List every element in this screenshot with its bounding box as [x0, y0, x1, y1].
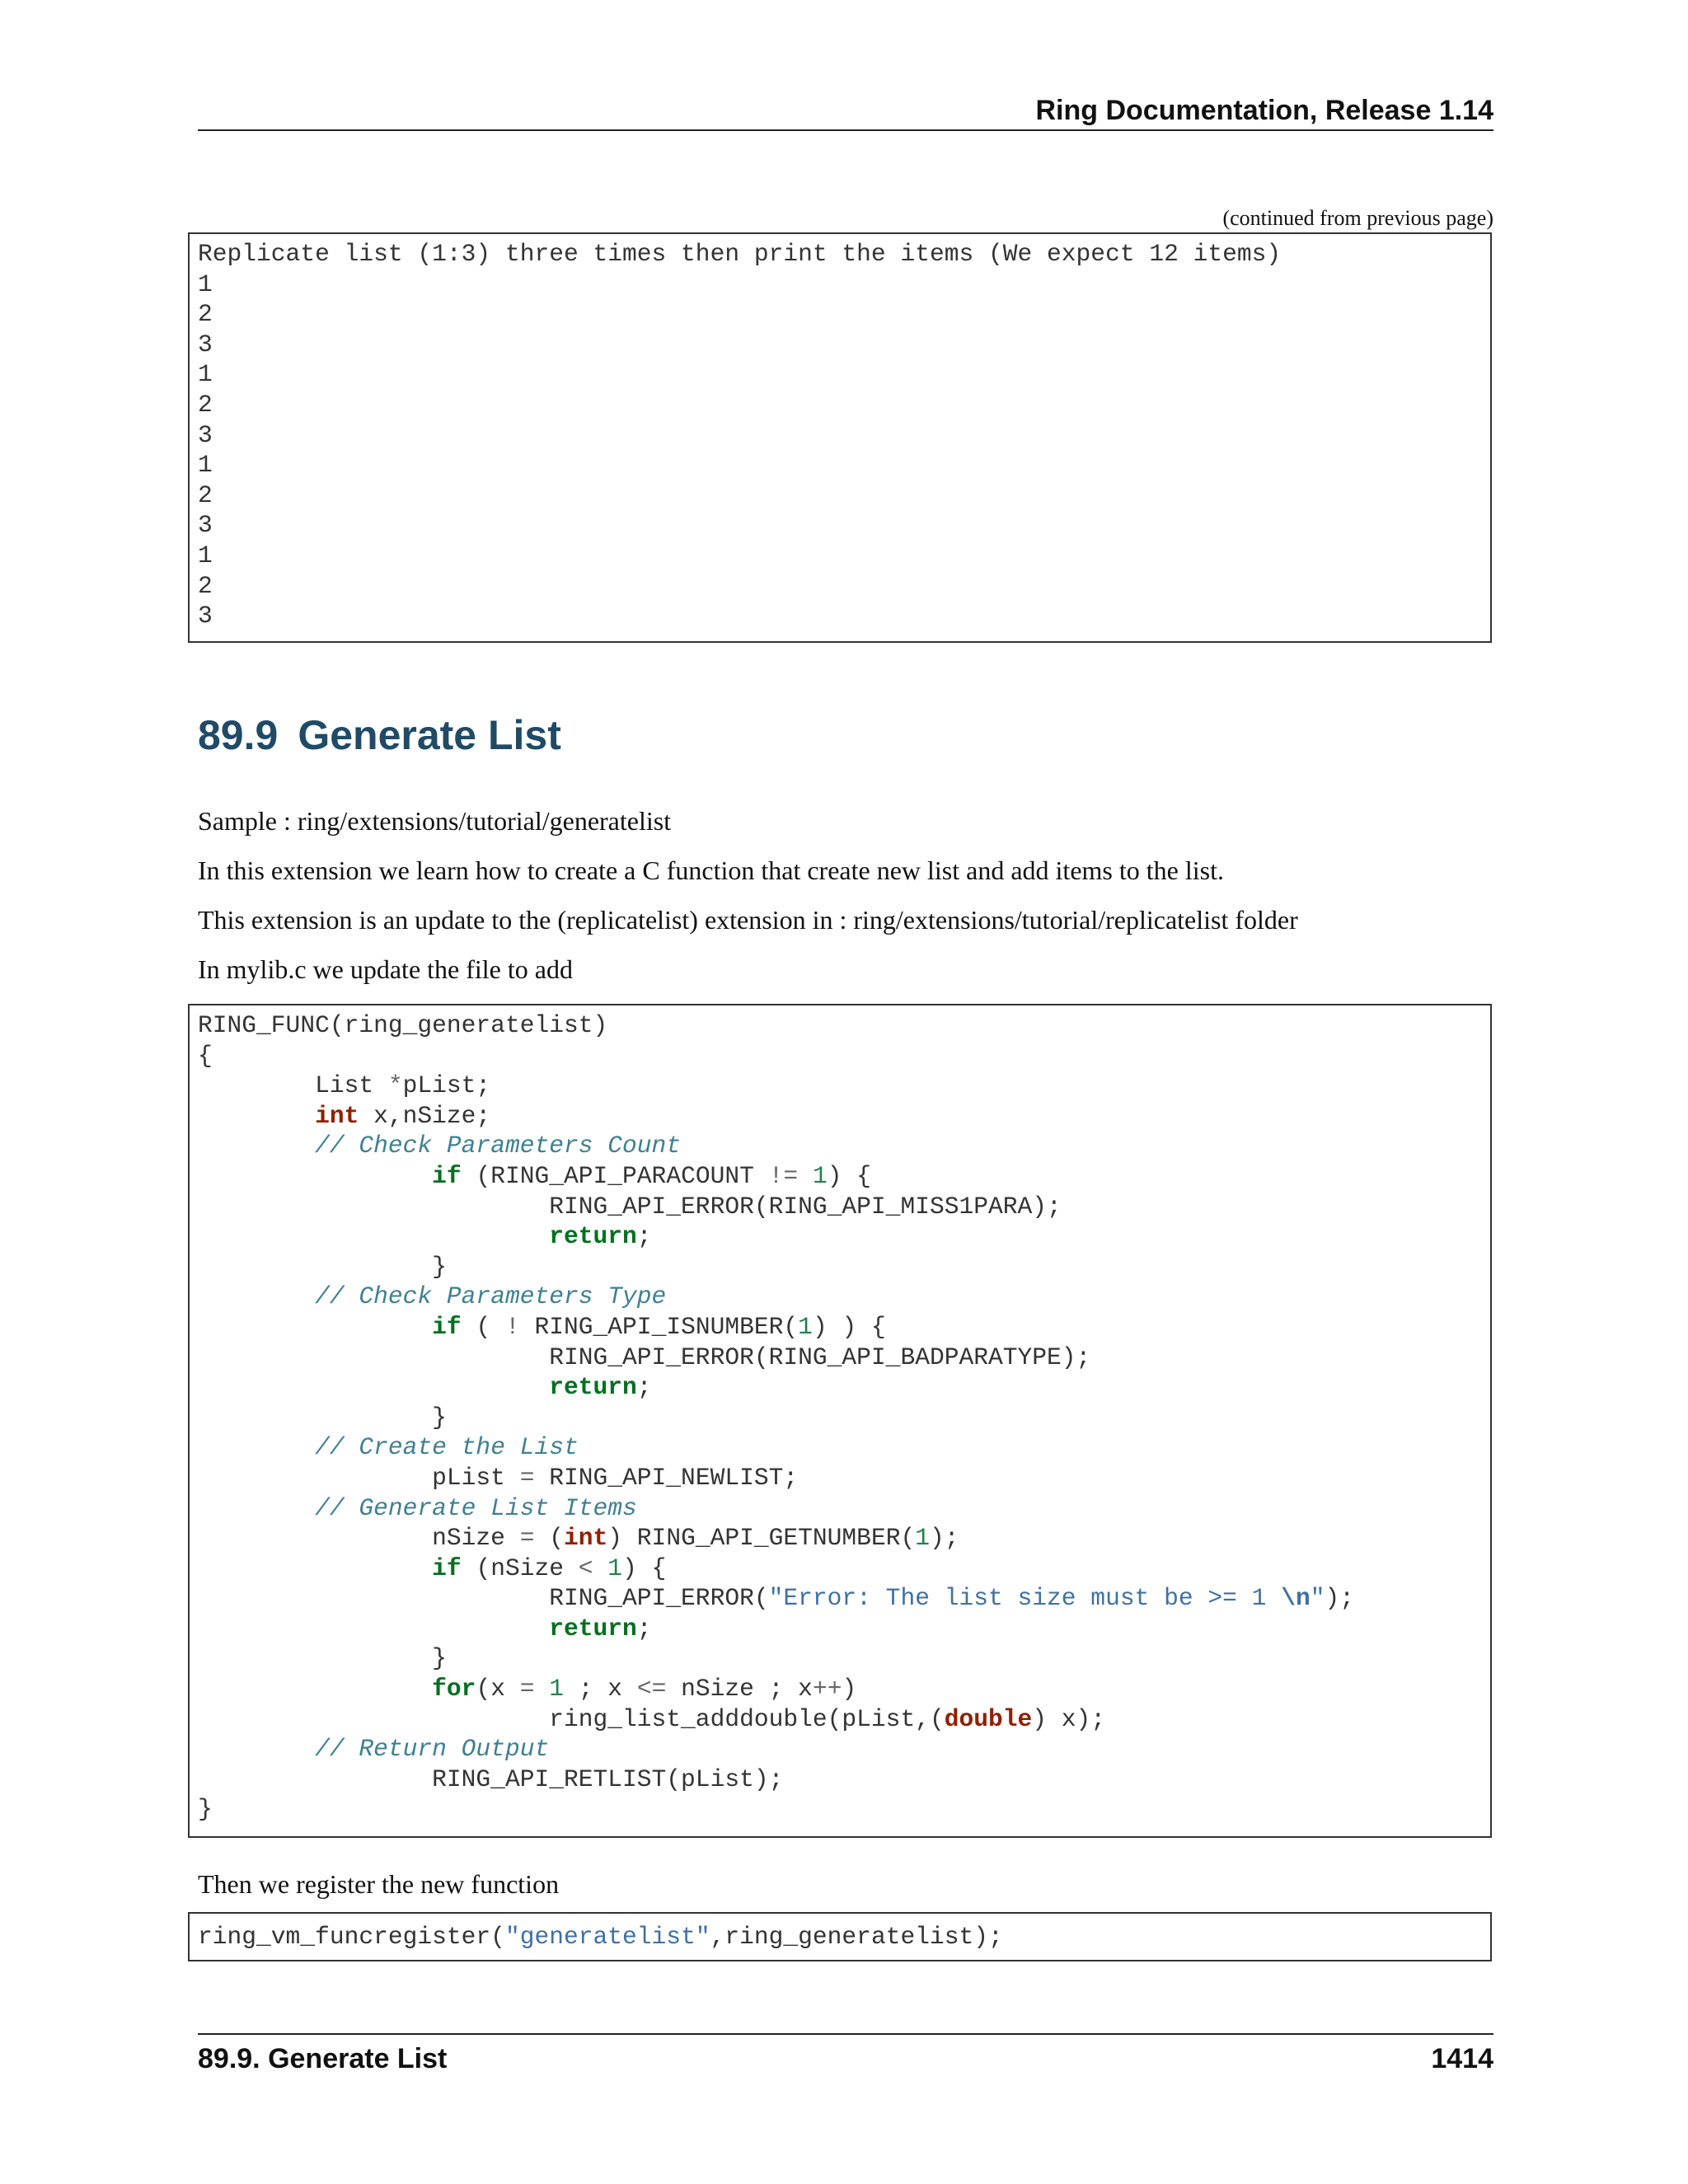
- code-token: }: [198, 1252, 447, 1281]
- code-token: [593, 1554, 608, 1582]
- output-line: 1: [198, 451, 213, 480]
- code-token: ring_list_adddouble(pList,(: [198, 1704, 945, 1733]
- code-token: return: [549, 1614, 637, 1643]
- code-token: "Error: The list size must be >= 1: [768, 1584, 1282, 1613]
- code-token: (: [461, 1312, 505, 1341]
- code-token: // Check Parameters Count: [315, 1132, 682, 1160]
- output-line: 3: [198, 511, 213, 540]
- code-line: [198, 1765, 783, 1793]
- register-code-text: [198, 1922, 1482, 1952]
- code-token: nSize ; x: [666, 1675, 813, 1704]
- code-line: [198, 1524, 959, 1552]
- code-token: <=: [636, 1675, 667, 1704]
- continued-note: (continued from previous page): [1222, 206, 1493, 230]
- code-token: );: [1325, 1584, 1355, 1613]
- code-line: [198, 1102, 490, 1130]
- code-token: 1: [607, 1554, 623, 1582]
- code-token: int: [564, 1524, 608, 1553]
- code-token: *: [387, 1071, 403, 1100]
- c-code-block: [188, 1004, 1492, 1838]
- code-token: [198, 1675, 432, 1703]
- code-line: [198, 1404, 447, 1432]
- code-token: ;: [636, 1614, 652, 1643]
- code-token: ) ) {: [812, 1312, 886, 1341]
- code-token: RING_FUNC(ring_generatelist): [198, 1011, 608, 1039]
- code-token: ; x: [564, 1675, 637, 1704]
- output-line: 1: [198, 541, 213, 569]
- output-line: 3: [198, 420, 213, 449]
- footer-page-number: 1414: [1431, 2043, 1493, 2074]
- code-token: return: [549, 1222, 637, 1251]
- code-token: ;: [636, 1373, 652, 1402]
- code-line: [198, 1253, 447, 1281]
- code-line: [198, 1042, 213, 1070]
- code-line: [198, 1923, 1003, 1951]
- code-line: [198, 1615, 652, 1643]
- code-token: (nSize: [461, 1554, 579, 1582]
- code-token: // Generate List Items: [315, 1493, 637, 1522]
- code-token: (: [534, 1524, 564, 1553]
- code-token: [198, 1494, 315, 1522]
- code-token: !: [504, 1312, 520, 1341]
- code-token: // Return Output: [315, 1735, 550, 1764]
- code-token: [198, 1313, 432, 1341]
- code-token: [198, 1162, 432, 1190]
- code-token: 1: [915, 1524, 930, 1553]
- code-token: =: [519, 1675, 535, 1704]
- footer-section: 89.9. Generate List: [198, 2043, 448, 2074]
- code-line: [198, 1584, 1354, 1612]
- code-token: RING_API_ISNUMBER(: [519, 1312, 799, 1341]
- code-token: ) RING_API_GETNUMBER(: [607, 1524, 916, 1553]
- code-token: RING_API_ERROR(RING_API_BADPARATYPE);: [198, 1343, 1091, 1371]
- code-token: // Create the List: [315, 1433, 579, 1462]
- output-code-block: [188, 232, 1492, 643]
- section-number: 89.9: [198, 712, 279, 758]
- c-code-text: [198, 1010, 1482, 1825]
- output-line: 2: [198, 300, 213, 329]
- code-token: (x: [476, 1675, 520, 1704]
- code-line: [198, 1554, 666, 1582]
- output-line: 2: [198, 480, 213, 509]
- code-line: [198, 1282, 666, 1310]
- footer-rule: [198, 2033, 1493, 2035]
- code-token: }: [198, 1644, 447, 1673]
- code-token: ) {: [827, 1161, 871, 1190]
- code-token: int: [315, 1101, 359, 1130]
- code-token: [534, 1675, 549, 1703]
- code-token: [198, 1615, 549, 1643]
- code-line: [198, 1343, 1090, 1371]
- code-line: [198, 1795, 213, 1823]
- code-line: [198, 1313, 886, 1341]
- code-token: ,ring_generatelist);: [710, 1923, 1003, 1951]
- code-token: 1: [798, 1312, 813, 1341]
- code-token: "generatelist": [504, 1923, 710, 1951]
- code-token: [198, 1373, 549, 1401]
- code-line: [198, 1464, 798, 1492]
- code-token: 1: [812, 1161, 828, 1190]
- code-token: {: [198, 1041, 213, 1070]
- code-token: <: [578, 1554, 593, 1582]
- output-line: 3: [198, 602, 213, 630]
- code-token: if: [432, 1312, 462, 1341]
- code-token: [198, 1282, 315, 1310]
- code-line: [198, 1373, 652, 1401]
- output-line: 2: [198, 390, 213, 419]
- code-token: nSize: [198, 1524, 520, 1553]
- code-line: [198, 1494, 637, 1522]
- output-lines: [198, 270, 213, 630]
- code-token: x,nSize;: [359, 1101, 491, 1130]
- code-token: [198, 1222, 549, 1250]
- output-line: 1: [198, 269, 213, 298]
- code-token: // Check Parameters Type: [315, 1282, 667, 1311]
- code-token: ++: [812, 1675, 842, 1704]
- code-token: [198, 1102, 315, 1130]
- paragraph-register: Then we register the new function: [198, 1869, 560, 1899]
- register-code-block: [188, 1912, 1492, 1961]
- code-token: RING_API_NEWLIST;: [534, 1463, 799, 1492]
- code-token: }: [198, 1403, 447, 1432]
- paragraph-mylib: In mylib.c we update the file to add: [198, 954, 573, 984]
- code-token: =: [519, 1463, 535, 1492]
- code-token: if: [432, 1554, 462, 1582]
- code-token: }: [198, 1795, 213, 1824]
- code-line: [198, 1132, 681, 1160]
- code-line: [198, 1705, 1105, 1733]
- code-token: ": [1310, 1584, 1325, 1613]
- code-token: return: [549, 1373, 637, 1402]
- code-token: \n: [1281, 1584, 1311, 1613]
- code-token: ): [842, 1675, 857, 1704]
- code-token: ) x);: [1032, 1704, 1106, 1733]
- code-line: [198, 1193, 1062, 1221]
- code-line: [198, 1011, 607, 1039]
- running-header: Ring Documentation, Release 1.14: [1035, 95, 1493, 126]
- code-line: [198, 1071, 490, 1099]
- code-token: pList;: [402, 1071, 491, 1100]
- paragraph-update: This extension is an update to the (replicatelist) extension in : ring/extensions/tutorial/replicatelist folder: [198, 905, 1298, 935]
- code-token: RING_API_ERROR(RING_API_MISS1PARA);: [198, 1192, 1062, 1221]
- code-token: [798, 1162, 813, 1190]
- section-heading: [198, 710, 561, 760]
- output-line: 3: [198, 330, 213, 359]
- header-rule: [198, 129, 1493, 131]
- code-token: ) {: [622, 1554, 667, 1582]
- code-token: if: [432, 1161, 462, 1190]
- code-token: !=: [768, 1161, 799, 1190]
- code-line: [198, 1735, 549, 1763]
- code-token: RING_API_ERROR(: [198, 1584, 769, 1613]
- code-token: [198, 1132, 315, 1160]
- paragraph-sample: Sample : ring/extensions/tutorial/generatelist: [198, 806, 672, 836]
- code-token: [198, 1554, 432, 1582]
- document-page: [198, 0, 1493, 2184]
- code-token: 1: [549, 1675, 565, 1704]
- output-first-line: Replicate list (1:3) three times then print the items (We expect 12 items): [198, 240, 1282, 268]
- section-title-text: Generate List: [298, 712, 561, 758]
- code-token: );: [930, 1524, 959, 1553]
- output-line: 1: [198, 360, 213, 389]
- code-token: (RING_API_PARACOUNT: [461, 1161, 769, 1190]
- code-token: ;: [636, 1222, 652, 1251]
- code-token: [198, 1735, 315, 1763]
- code-line: [198, 1644, 447, 1672]
- code-line: [198, 1675, 856, 1703]
- code-line: [198, 1222, 652, 1250]
- code-token: double: [944, 1704, 1033, 1733]
- output-code-text: [198, 239, 1482, 631]
- paragraph-intro: In this extension we learn how to create a C function that create new list and add items to the list.: [198, 855, 1224, 885]
- code-token: [198, 1433, 315, 1461]
- code-token: =: [519, 1524, 535, 1553]
- code-token: pList: [198, 1463, 520, 1492]
- code-line: [198, 1433, 579, 1461]
- code-token: RING_API_RETLIST(pList);: [198, 1765, 784, 1793]
- code-line: [198, 1162, 871, 1190]
- code-token: for: [432, 1675, 476, 1704]
- output-line: 2: [198, 571, 213, 600]
- code-token: ring_vm_funcregister(: [198, 1923, 505, 1951]
- code-token: List: [198, 1071, 388, 1100]
